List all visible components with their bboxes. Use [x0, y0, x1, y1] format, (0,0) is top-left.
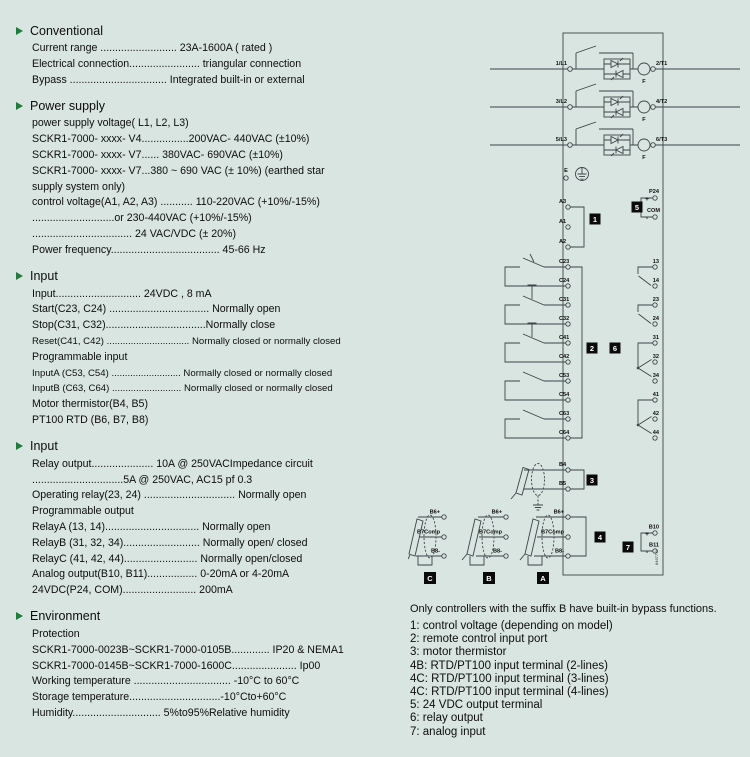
spec-line: ...............................5A @ 250VAC, AC15 pf 0.3	[32, 473, 253, 486]
terminal-4T2	[651, 105, 656, 110]
terminal-label: COM	[646, 208, 660, 214]
terminal-1L1	[568, 67, 573, 72]
fan-label: F	[642, 155, 646, 161]
spec-line: SCKR1-7000- xxxx- V7...380 ~ 690 VAC (± 10%) (earthed star	[32, 164, 325, 177]
input-b-switch-icon	[505, 410, 566, 438]
svg-text:4: 4	[597, 532, 603, 542]
svg-text:B: B	[486, 574, 492, 583]
section-title: Input	[30, 269, 58, 284]
terminal-label: P24	[649, 189, 659, 195]
section-heading	[16, 22, 416, 39]
legend-item: 1: control voltage (depending on model)	[410, 620, 613, 632]
start-button-icon	[505, 254, 566, 286]
relay-c-contact-icon	[638, 400, 653, 434]
legend-item: 4C: RTD/PT100 input terminal (3-lines)	[410, 672, 609, 685]
spec-line: Input............................. 24VDC , 8 mA	[32, 287, 212, 300]
spec-line: InputA (C53, C54) .......................... Normally closed or normally closed	[32, 367, 333, 379]
terminal-label: 42	[652, 411, 659, 417]
legend-item: 2: remote control input port	[410, 633, 548, 646]
phase-l1	[490, 46, 740, 85]
relay-a-contact-icon	[638, 267, 653, 286]
terminal-label: B10	[648, 524, 659, 531]
spec-line: control voltage(A1, A2, A3) ........... 110-220VAC (+10%/-15%)	[32, 196, 320, 209]
spec-line: Electrical connection........................ triangular connection	[32, 57, 302, 70]
legend-item: 7: analog input	[410, 725, 486, 738]
terminal-label: C64	[559, 430, 570, 436]
terminal-label: C31	[559, 297, 570, 303]
terminal-label: 23	[652, 297, 659, 303]
fan-sensor-icon	[638, 63, 650, 75]
terminal-label: 6/T3	[656, 137, 668, 143]
spec-line: ............................or 230-440VAC (+10%/-15%)	[32, 212, 252, 225]
phase-l2	[490, 84, 740, 123]
terminal-label: 2/T1	[656, 61, 668, 67]
terminal-label: 1/L1	[555, 61, 567, 67]
spec-line: RelayC (41, 42, 44)......................... Normally open/closed	[32, 552, 303, 565]
spec-line: Current range .......................... 23A-1600A ( rated )	[32, 42, 273, 54]
bullet-arrow-icon	[16, 442, 23, 450]
svg-text:+: +	[645, 196, 649, 203]
legend-item: 5: 24 VDC output terminal	[410, 699, 543, 712]
terminal-2T1	[651, 67, 656, 72]
spec-line: SCKR1-7000- xxxx- V7...... 380VAC- 690VAC (±10%)	[32, 148, 283, 161]
spec-line: Analog output(B10, B11)................. 0-20mA or 4-20mA	[32, 568, 290, 581]
terminal-label: 5/L3	[555, 137, 567, 143]
scr-module-icon	[604, 97, 630, 117]
spec-line: Programmable input	[32, 350, 128, 363]
svg-text:3: 3	[589, 475, 595, 485]
section-relay-output	[16, 438, 416, 599]
fan-sensor-icon	[638, 139, 650, 151]
terminal-3L2	[568, 105, 573, 110]
terminal-6T3	[651, 143, 656, 148]
terminal-label: A1	[559, 219, 567, 225]
terminal-label: 34	[652, 373, 659, 379]
section-input	[16, 268, 416, 429]
operating-relay-contact-icon	[638, 305, 653, 324]
terminal-label: 31	[652, 335, 659, 341]
spec-line: Motor thermistor(B4, B5)	[32, 398, 148, 411]
terminal-label: C32	[559, 316, 570, 322]
legend-item: 6: relay output	[410, 712, 483, 725]
terminal-label: A3	[559, 199, 567, 205]
rtd-sensor-icon	[467, 519, 481, 556]
motor-thermistor-terminals	[511, 462, 598, 510]
spec-line: .................................. 24 VAC/VDC (± 20%)	[32, 227, 237, 240]
terminal-label: C23	[559, 259, 570, 265]
rtd-variant-c	[408, 510, 446, 566]
terminal-label: A2	[559, 239, 567, 245]
terminal-label: 14	[652, 278, 659, 284]
spec-line: Relay output..................... 10A @ 250VACImpedance circuit	[32, 457, 313, 470]
svg-text:6: 6	[612, 343, 618, 353]
scr-module-icon	[604, 59, 630, 79]
fan-label: F	[642, 117, 646, 123]
bullet-arrow-icon	[16, 272, 23, 280]
earth-terminal	[564, 168, 589, 181]
spec-line: Working temperature ................................. -10°C to 60°C	[32, 675, 300, 688]
spec-line: Humidity.............................. 5%to95%Relative humidity	[32, 706, 290, 719]
svg-text:2: 2	[589, 343, 595, 353]
wiring-diagram	[408, 18, 748, 603]
section-title: Input	[30, 439, 58, 454]
terminal-label: B11	[649, 542, 659, 549]
terminal-label: B7Comp	[417, 529, 440, 536]
section-conventional	[16, 22, 416, 88]
spec-line: SCKR1-7000-0145B~SCKR1-7000-1600C...................... Ip00	[32, 659, 321, 672]
section-heading	[16, 608, 416, 625]
bullet-arrow-icon	[16, 612, 23, 620]
earth-label: E	[564, 168, 568, 174]
phase-l3	[490, 122, 740, 161]
section-environment	[16, 608, 416, 722]
svg-text:-: -	[645, 215, 649, 222]
spec-line: 24VDC(P24, COM)......................... 200mA	[32, 584, 233, 597]
section-heading	[16, 97, 416, 114]
terminal-label: C54	[559, 392, 570, 398]
thermistor-icon	[516, 468, 529, 496]
spec-line: Reset(C41, C42) ............................... Normally closed or normally closed	[32, 335, 341, 347]
rtd-sensor-icon	[409, 519, 423, 556]
spec-sheet	[16, 22, 416, 731]
section-title: Power supply	[30, 98, 106, 113]
ground-icon	[533, 503, 543, 510]
spec-line: Protection	[32, 627, 80, 640]
reset-button-icon	[505, 323, 566, 362]
svg-text:+: +	[645, 531, 649, 538]
svg-text:5: 5	[634, 202, 640, 212]
relay-b-contact-icon	[638, 343, 653, 377]
bullet-arrow-icon	[16, 102, 23, 110]
cable-shield-icon	[532, 464, 545, 496]
section-title: Environment	[30, 609, 101, 624]
terminal-label: 13	[652, 259, 659, 265]
control-voltage-terminals	[559, 199, 601, 249]
terminal-label: B8-	[492, 548, 502, 555]
spec-line: PT100 RTD (B6, B7, B8)	[32, 413, 149, 426]
legend-item: 4C: RTD/PT100 input terminal (4-lines)	[410, 686, 609, 699]
scr-module-icon	[604, 135, 630, 155]
fan-sensor-icon	[638, 101, 650, 113]
spec-line: SCKR1-7000-0023B~SCKR1-7000-0105B............. IP20 & NEMA1	[32, 643, 344, 656]
terminal-label: C24	[559, 278, 570, 284]
svg-text:A: A	[540, 574, 546, 583]
terminal-label: 44	[652, 430, 659, 436]
spec-line: RelayB (31, 32, 34).......................... Normally open/ closed	[32, 536, 308, 549]
spec-line: supply system only)	[32, 180, 126, 193]
terminal-label: 3/L2	[555, 99, 567, 105]
spec-line: RelayA (13, 14)................................ Normally open	[32, 520, 271, 533]
section-heading	[16, 268, 416, 285]
terminal-label: C41	[559, 335, 570, 341]
spec-line: power supply voltage( L1, L2, L3)	[32, 117, 189, 130]
terminal-label: B6+	[553, 509, 564, 516]
terminal-label: B7Comp	[479, 529, 502, 536]
terminal-label: C53	[559, 373, 570, 379]
rtd-group-badges	[424, 572, 549, 584]
relay-outputs	[610, 259, 660, 440]
svg-text:1: 1	[592, 214, 598, 224]
doc-code: 84677.B	[654, 550, 659, 565]
terminal-label: B7Comp	[541, 529, 564, 536]
terminal-label: B4	[559, 462, 567, 468]
terminal-label: C42	[559, 354, 570, 360]
legend-item: 3: motor thermistor	[410, 646, 507, 659]
terminal-5L3	[568, 143, 573, 148]
stop-button-icon	[505, 285, 566, 324]
legend-item: 4B: RTD/PT100 input terminal (2-lines)	[410, 659, 608, 672]
terminal-label: 41	[652, 392, 659, 398]
terminal-label: B8-	[430, 548, 440, 555]
section-title: Conventional	[30, 23, 103, 38]
vdc-output-terminals	[632, 189, 661, 222]
terminal-label: 32	[652, 354, 659, 360]
spec-line: Programmable output	[32, 505, 134, 518]
terminal-label: B5	[559, 481, 567, 487]
spec-line: Power frequency..................................... 45-66 Hz	[32, 243, 266, 256]
section-power-supply	[16, 97, 416, 258]
terminal-label: B6+	[429, 509, 440, 516]
cable-shield-icon	[542, 515, 554, 558]
legend-intro: Only controllers with the suffix B have built-in bypass functions.	[410, 603, 717, 615]
svg-text:-: -	[645, 549, 649, 556]
svg-text:C: C	[427, 574, 433, 583]
rtd-sensor-icon	[525, 519, 539, 556]
spec-line: Operating relay(23, 24) ............................... Normally open	[32, 489, 307, 502]
remote-control-inputs	[505, 254, 598, 440]
bullet-arrow-icon	[16, 27, 23, 35]
svg-text:7: 7	[625, 542, 631, 552]
terminal-label: 24	[652, 316, 659, 322]
spec-line: Storage temperature...............................-10°Cto+60°C	[32, 691, 287, 704]
terminal-label: 4/T2	[656, 99, 668, 105]
input-a-switch-icon	[505, 372, 566, 400]
terminal-label: B6+	[491, 509, 502, 516]
legend	[410, 603, 748, 739]
spec-line: SCKR1-7000- xxxx- V4................200VAC- 440VAC (±10%)	[32, 133, 310, 146]
spec-line: InputB (C63, C64) .......................... Normally closed or normally closed	[32, 383, 333, 395]
section-heading	[16, 438, 416, 455]
fan-label: F	[642, 79, 646, 85]
spec-line: Start(C23, C24) .................................. Normally open	[32, 303, 281, 316]
terminal-label: C63	[559, 411, 570, 417]
rtd-variant-b	[462, 510, 508, 566]
spec-line: Bypass ................................. Integrated built-in or external	[32, 73, 305, 86]
spec-line: Stop(C31, C32)..................................Normally close	[32, 319, 276, 332]
terminal-label: B8-	[554, 548, 564, 555]
